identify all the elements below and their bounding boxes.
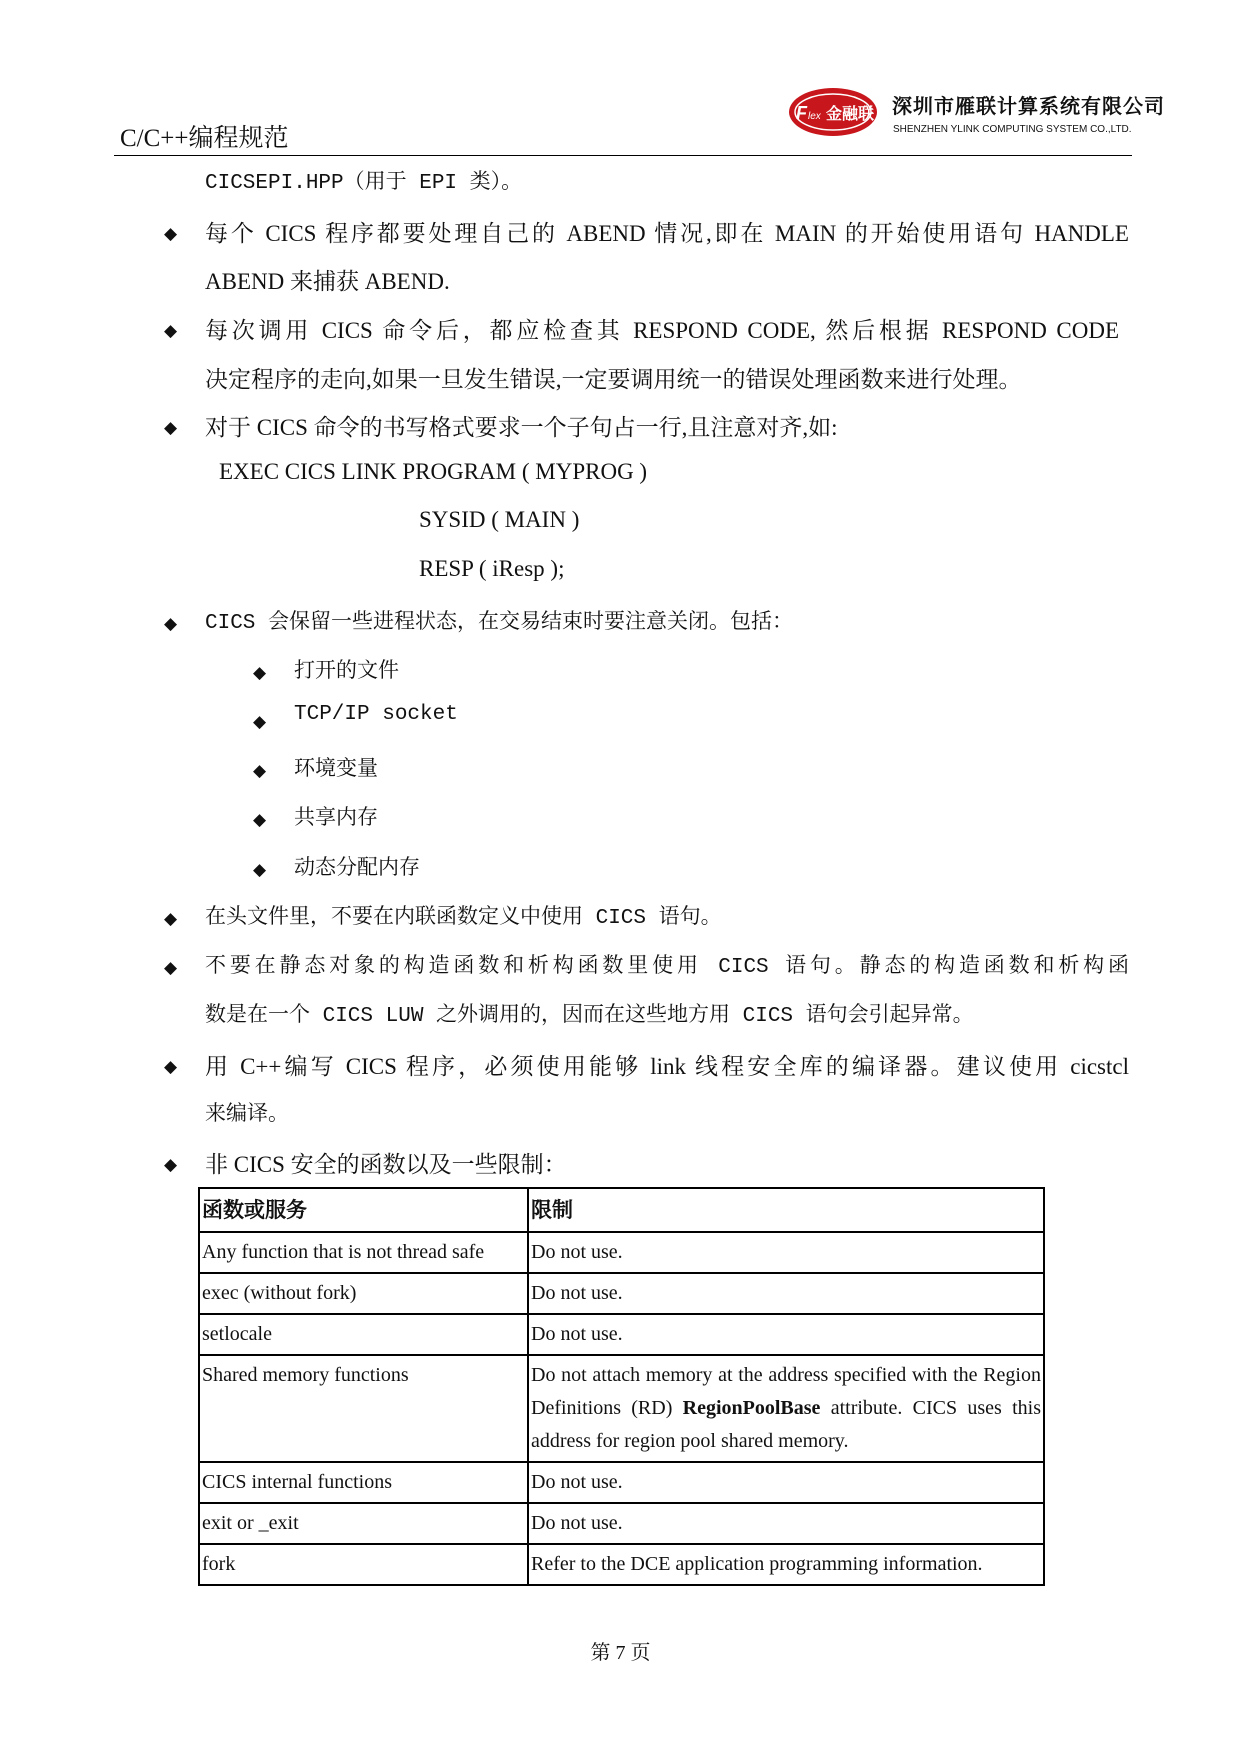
diamond-bullet-icon: ◆ [164, 321, 178, 340]
body-line: 每次调用 CICS 命令后，都应检查其 RESPOND CODE, 然后根据 RESPOND CODE [205, 318, 1119, 343]
table-cell: Shared memory functions [199, 1355, 528, 1462]
document-title: C/C++编程规范 [120, 125, 289, 152]
body-line: 对于 CICS 命令的书写格式要求一个子句占一行,且注意对齐,如: [205, 415, 838, 440]
body-line: CICS 会保留一些进程状态，在交易结束时要注意关闭。包括： [205, 612, 794, 635]
body-line: ABEND 来捕获 ABEND. [205, 269, 450, 294]
table-row [199, 1355, 1044, 1462]
sub-list-item: 共享内存 [294, 808, 378, 831]
table-cell: setlocale [199, 1314, 528, 1355]
table-cell [528, 1355, 1044, 1462]
company-name-en: SHENZHEN YLINK COMPUTING SYSTEM CO.,LTD. [893, 124, 1132, 135]
diamond-bullet-icon: ◆ [164, 958, 178, 977]
body-line: CICSEPI.HPP（用于 EPI 类）。 [205, 172, 523, 195]
diamond-bullet-icon: ◆ [164, 224, 178, 243]
body-line: 来编译。 [205, 1104, 289, 1127]
diamond-bullet-icon: ◆ [164, 614, 178, 633]
table-header-row [199, 1188, 1044, 1232]
body-line: 数是在一个 CICS LUW 之外调用的，因而在这些地方用 CICS 语句会引起异常。 [205, 1005, 974, 1028]
diamond-bullet-icon: ◆ [164, 1057, 178, 1076]
body-line: 决定程序的走向,如果一旦发生错误,一定要调用统一的错误处理函数来进行处理。 [205, 367, 1022, 392]
table-cell: Any function that is not thread safe [199, 1232, 528, 1273]
body-line: 每个 CICS 程序都要处理自己的 ABEND 情况,即在 MAIN 的开始使用语句 HANDLE [205, 221, 1129, 246]
table-cell: fork [199, 1544, 528, 1585]
svg-text:lex: lex [808, 111, 821, 122]
table-cell: Do not use. [528, 1273, 1044, 1314]
svg-text:F: F [796, 103, 807, 123]
company-logo [788, 86, 878, 138]
table-row [199, 1273, 1044, 1314]
sub-list-item: 打开的文件 [294, 661, 399, 684]
table-row [199, 1232, 1044, 1273]
column-header: 限制 [528, 1188, 1044, 1232]
diamond-bullet-icon: ◆ [164, 909, 178, 928]
table-cell: Do not use. [528, 1503, 1044, 1544]
cell-text: attribute. CICS uses this address for region pool shared memory. [531, 1397, 1041, 1452]
diamond-bullet-icon: ◆ [164, 1155, 178, 1174]
page-number: 第 7 页 [590, 1642, 651, 1664]
table-cell: Do not use. [528, 1314, 1044, 1355]
code-line: EXEC CICS LINK PROGRAM ( MYPROG ) [219, 459, 648, 484]
table-row [199, 1314, 1044, 1355]
body-line: 非 CICS 安全的函数以及一些限制： [205, 1152, 567, 1177]
table-row [199, 1544, 1044, 1585]
sub-list-item: TCP/IP socket [294, 703, 458, 726]
table-cell: CICS internal functions [199, 1462, 528, 1503]
cell-text: Do not attach memory at the address specified with the Region Definitions (RD) [531, 1364, 1041, 1419]
table-cell: exit or _exit [199, 1503, 528, 1544]
table-cell: exec (without fork) [199, 1273, 528, 1314]
header-divider [114, 155, 1132, 156]
sub-list-item: 环境变量 [294, 759, 378, 782]
sub-list-item: 动态分配内存 [294, 858, 420, 881]
company-name-cn: 深圳市雁联计算系统有限公司 [892, 96, 1165, 118]
diamond-bullet-icon: ◆ [253, 712, 267, 731]
diamond-bullet-icon: ◆ [253, 810, 267, 829]
diamond-bullet-icon: ◆ [164, 418, 178, 437]
table-cell: Do not use. [528, 1462, 1044, 1503]
code-line: SYSID ( MAIN ) [419, 507, 580, 532]
table-row [199, 1462, 1044, 1503]
diamond-bullet-icon: ◆ [253, 860, 267, 879]
diamond-bullet-icon: ◆ [253, 663, 267, 682]
table-row [199, 1503, 1044, 1544]
diamond-bullet-icon: ◆ [253, 761, 267, 780]
table-cell: Refer to the DCE application programming information. [528, 1544, 1044, 1585]
body-line: 在头文件里，不要在内联函数定义中使用 CICS 语句。 [205, 907, 722, 930]
body-line: 不要在静态对象的构造函数和析构函数里使用 CICS 语句。静态的构造函数和析构函 [205, 956, 1129, 979]
code-line: RESP ( iResp ); [419, 556, 565, 581]
column-header: 函数或服务 [199, 1188, 528, 1232]
body-line: 用 C++编写 CICS 程序，必须使用能够 link 线程安全库的编译器。建议使用 cicstcl [205, 1054, 1129, 1079]
logo-text: 金融联 [826, 104, 875, 123]
table-cell: Do not use. [528, 1232, 1044, 1273]
unsafe-functions-table [198, 1187, 1045, 1586]
cell-text-bold: RegionPoolBase [682, 1397, 821, 1419]
